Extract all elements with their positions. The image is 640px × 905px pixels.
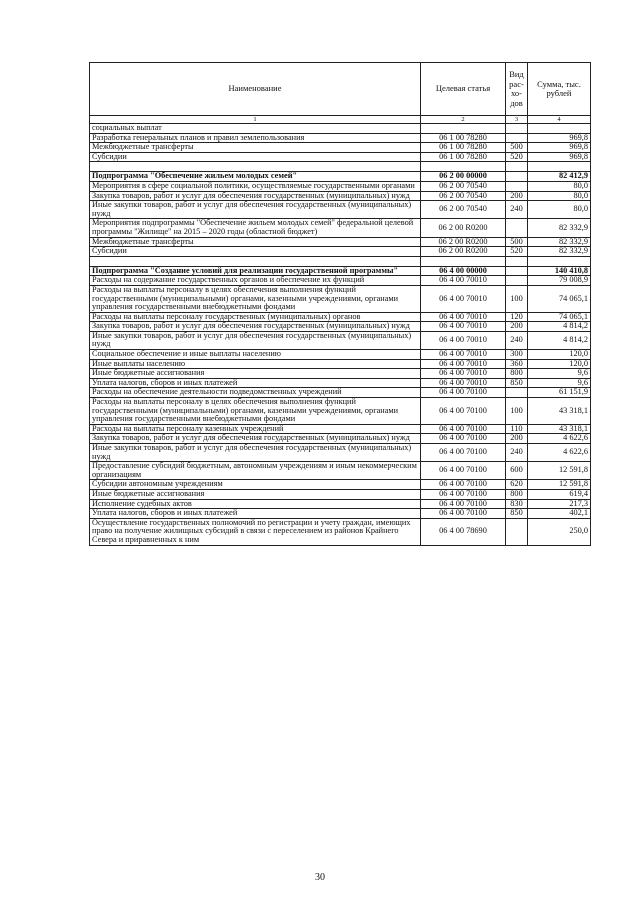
table-row xyxy=(90,444,591,462)
table-row xyxy=(90,124,591,134)
spacer-cell xyxy=(528,162,591,172)
row-amount: 250,0 xyxy=(528,518,591,545)
row-name: Расходы на обеспечение деятельности подведомственных учреждений xyxy=(90,388,421,398)
row-target-code: 06 4 00 70100 xyxy=(421,462,506,480)
row-name: Предоставление субсидий бюджетным, автономным учреждениям и иным некоммерческим организациям xyxy=(90,462,421,480)
row-expense-type: 500 xyxy=(506,143,528,153)
row-expense-type xyxy=(506,133,528,143)
row-name: Исполнение судебных актов xyxy=(90,499,421,509)
table-row xyxy=(90,480,591,490)
row-name: Подпрограмма "Создание условий для реализации государственной программы" xyxy=(90,266,421,276)
row-amount: 80,0 xyxy=(528,201,591,219)
page-number: 30 xyxy=(315,872,325,883)
table-row xyxy=(90,312,591,322)
spacer-cell xyxy=(421,162,506,172)
row-expense-type: 240 xyxy=(506,331,528,349)
row-target-code: 06 1 00 78280 xyxy=(421,133,506,143)
row-name: Иные закупки товаров, работ и услуг для обеспечения государственных (муниципальных) нужд xyxy=(90,444,421,462)
row-name: социальных выплат xyxy=(90,124,421,134)
spacer-row xyxy=(90,162,591,172)
table-row xyxy=(90,237,591,247)
row-target-code: 06 4 00 70100 xyxy=(421,398,506,425)
row-name: Расходы на содержание государственных органов и обеспечение их функций xyxy=(90,276,421,286)
row-name: Уплата налогов, сборов и иных платежей xyxy=(90,509,421,519)
table-row xyxy=(90,285,591,312)
row-amount: 120,0 xyxy=(528,350,591,360)
row-expense-type: 200 xyxy=(506,322,528,332)
row-amount xyxy=(528,124,591,134)
subprogram-row xyxy=(90,266,591,276)
row-expense-type xyxy=(506,172,528,182)
row-target-code xyxy=(421,124,506,134)
row-amount: 120,0 xyxy=(528,359,591,369)
table-header-row xyxy=(90,63,591,116)
table-index-row xyxy=(90,116,591,124)
row-amount: 43 318,1 xyxy=(528,424,591,434)
table-row xyxy=(90,369,591,379)
row-name: Межбюджетные трансферты xyxy=(90,237,421,247)
row-expense-type: 520 xyxy=(506,247,528,257)
row-target-code: 06 4 00 70100 xyxy=(421,489,506,499)
row-name: Субсидии xyxy=(90,152,421,162)
row-expense-type: 300 xyxy=(506,350,528,360)
header-expense-type: Вид рас- хо- дов xyxy=(506,63,528,116)
spacer-cell xyxy=(90,256,421,266)
row-expense-type: 110 xyxy=(506,424,528,434)
row-name: Расходы на выплаты персоналу государственных (муниципальных) органов xyxy=(90,312,421,322)
row-target-code: 06 2 00 70540 xyxy=(421,181,506,191)
row-amount: 61 151,9 xyxy=(528,388,591,398)
row-amount: 4 622,6 xyxy=(528,434,591,444)
row-target-code: 06 2 00 00000 xyxy=(421,172,506,182)
subprogram-row xyxy=(90,172,591,182)
row-amount: 12 591,8 xyxy=(528,480,591,490)
row-expense-type: 240 xyxy=(506,201,528,219)
header-name: Наименование xyxy=(90,63,421,116)
row-name: Иные бюджетные ассигнования xyxy=(90,489,421,499)
row-name: Субсидии автономным учреждениям xyxy=(90,480,421,490)
row-expense-type xyxy=(506,181,528,191)
row-target-code: 06 2 00 R0200 xyxy=(421,237,506,247)
table-row xyxy=(90,152,591,162)
table-row xyxy=(90,434,591,444)
row-target-code: 06 4 00 70010 xyxy=(421,331,506,349)
row-name: Иные закупки товаров, работ и услуг для обеспечения государственных (муниципальных) нужд xyxy=(90,201,421,219)
row-target-code: 06 4 00 70100 xyxy=(421,480,506,490)
row-amount: 9,6 xyxy=(528,378,591,388)
table-row xyxy=(90,219,591,237)
header-amount: Сумма, тыс. рублей xyxy=(528,63,591,116)
row-expense-type xyxy=(506,219,528,237)
row-amount: 402,1 xyxy=(528,509,591,519)
row-target-code: 06 4 00 70010 xyxy=(421,369,506,379)
row-target-code: 06 4 00 70010 xyxy=(421,285,506,312)
row-amount: 4 814,2 xyxy=(528,322,591,332)
index-col-1: 1 xyxy=(90,116,421,124)
row-target-code: 06 2 00 R0200 xyxy=(421,219,506,237)
row-expense-type xyxy=(506,124,528,134)
table-row xyxy=(90,388,591,398)
row-name: Иные бюджетные ассигнования xyxy=(90,369,421,379)
row-name: Субсидии xyxy=(90,247,421,257)
row-target-code: 06 4 00 70010 xyxy=(421,312,506,322)
row-target-code: 06 4 00 70100 xyxy=(421,388,506,398)
table-row xyxy=(90,191,591,201)
row-target-code: 06 1 00 78280 xyxy=(421,143,506,153)
row-target-code: 06 4 00 70100 xyxy=(421,434,506,444)
spacer-cell xyxy=(90,162,421,172)
row-amount: 79 008,9 xyxy=(528,276,591,286)
row-expense-type xyxy=(506,276,528,286)
spacer-cell xyxy=(421,256,506,266)
table-row xyxy=(90,181,591,191)
row-target-code: 06 2 00 70540 xyxy=(421,201,506,219)
row-expense-type: 500 xyxy=(506,237,528,247)
row-expense-type: 600 xyxy=(506,462,528,480)
row-expense-type: 800 xyxy=(506,489,528,499)
row-name: Разработка генеральных планов и правил землепользования xyxy=(90,133,421,143)
index-col-4: 4 xyxy=(528,116,591,124)
table-row xyxy=(90,143,591,153)
row-amount: 969,8 xyxy=(528,143,591,153)
row-expense-type: 850 xyxy=(506,378,528,388)
row-amount: 43 318,1 xyxy=(528,398,591,425)
row-expense-type: 830 xyxy=(506,499,528,509)
row-target-code: 06 4 00 70010 xyxy=(421,350,506,360)
spacer-cell xyxy=(506,162,528,172)
row-expense-type: 200 xyxy=(506,434,528,444)
row-expense-type xyxy=(506,388,528,398)
table-row xyxy=(90,489,591,499)
row-name: Подпрограмма "Обеспечение жильем молодых семей" xyxy=(90,172,421,182)
row-amount: 4 814,2 xyxy=(528,331,591,349)
row-amount: 74 065,1 xyxy=(528,285,591,312)
row-target-code: 06 4 00 70100 xyxy=(421,509,506,519)
row-amount: 82 412,9 xyxy=(528,172,591,182)
table-row xyxy=(90,378,591,388)
header-target: Целевая статья xyxy=(421,63,506,116)
table-row xyxy=(90,499,591,509)
table-row xyxy=(90,359,591,369)
table-row xyxy=(90,350,591,360)
row-expense-type: 100 xyxy=(506,285,528,312)
index-col-2: 2 xyxy=(421,116,506,124)
table-row xyxy=(90,133,591,143)
row-target-code: 06 4 00 78690 xyxy=(421,518,506,545)
table-row xyxy=(90,276,591,286)
row-amount: 80,0 xyxy=(528,181,591,191)
spacer-cell xyxy=(506,256,528,266)
row-name: Социальное обеспечение и иные выплаты населению xyxy=(90,350,421,360)
row-name: Иные закупки товаров, работ и услуг для обеспечения государственных (муниципальных) нужд xyxy=(90,331,421,349)
row-amount: 9,6 xyxy=(528,369,591,379)
row-name: Уплата налогов, сборов и иных платежей xyxy=(90,378,421,388)
row-amount: 969,8 xyxy=(528,133,591,143)
budget-table-sheet xyxy=(89,62,591,546)
row-amount: 82 332,9 xyxy=(528,219,591,237)
row-expense-type: 800 xyxy=(506,369,528,379)
row-name: Закупка товаров, работ и услуг для обеспечения государственных (муниципальных) нужд xyxy=(90,434,421,444)
table-row xyxy=(90,201,591,219)
row-amount: 4 622,6 xyxy=(528,444,591,462)
row-amount: 619,4 xyxy=(528,489,591,499)
spacer-row xyxy=(90,256,591,266)
table-row xyxy=(90,322,591,332)
row-name: Межбюджетные трансферты xyxy=(90,143,421,153)
row-amount: 82 332,9 xyxy=(528,237,591,247)
table-row xyxy=(90,518,591,545)
row-expense-type: 850 xyxy=(506,509,528,519)
row-expense-type: 360 xyxy=(506,359,528,369)
row-target-code: 06 4 00 70010 xyxy=(421,378,506,388)
row-amount: 969,8 xyxy=(528,152,591,162)
table-row xyxy=(90,462,591,480)
row-target-code: 06 4 00 70010 xyxy=(421,322,506,332)
budget-table xyxy=(89,62,591,546)
row-amount: 82 332,9 xyxy=(528,247,591,257)
row-name: Закупка товаров, работ и услуг для обеспечения государственных (муниципальных) нужд xyxy=(90,322,421,332)
row-expense-type: 620 xyxy=(506,480,528,490)
row-amount: 217,3 xyxy=(528,499,591,509)
row-expense-type: 520 xyxy=(506,152,528,162)
table-row xyxy=(90,398,591,425)
row-target-code: 06 4 00 00000 xyxy=(421,266,506,276)
row-name: Осуществление государственных полномочий по регистрации и учету граждан, имеющих право на получение жилищных субсидий в связи с переселением из районов Крайнего Севера и приравненных к ним xyxy=(90,518,421,545)
row-amount: 12 591,8 xyxy=(528,462,591,480)
row-name: Мероприятия подпрограммы "Обеспечение жильем молодых семей" федеральной целевой программы "Жилище" на 2015 – 2020 годы (областной бюджет) xyxy=(90,219,421,237)
table-body xyxy=(90,124,591,546)
row-target-code: 06 2 00 70540 xyxy=(421,191,506,201)
row-name: Расходы на выплаты персоналу в целях обеспечения выполнения функций государственными (муниципальными) органами, казенными учреждениями, органами управления государственными внебюджетными фондами xyxy=(90,398,421,425)
row-expense-type: 100 xyxy=(506,398,528,425)
row-expense-type xyxy=(506,266,528,276)
spacer-cell xyxy=(528,256,591,266)
table-row xyxy=(90,331,591,349)
table-row xyxy=(90,247,591,257)
table-row xyxy=(90,509,591,519)
row-expense-type: 240 xyxy=(506,444,528,462)
row-amount: 140 410,8 xyxy=(528,266,591,276)
row-name: Расходы на выплаты персоналу казенных учреждений xyxy=(90,424,421,434)
row-name: Закупка товаров, работ и услуг для обеспечения государственных (муниципальных) нужд xyxy=(90,191,421,201)
row-expense-type: 120 xyxy=(506,312,528,322)
row-name: Мероприятия в сфере социальной политики, осуществляемые государственными органами xyxy=(90,181,421,191)
row-target-code: 06 4 00 70010 xyxy=(421,359,506,369)
row-amount: 80,0 xyxy=(528,191,591,201)
index-col-3: 3 xyxy=(506,116,528,124)
row-amount: 74 065,1 xyxy=(528,312,591,322)
table-row xyxy=(90,424,591,434)
row-target-code: 06 4 00 70100 xyxy=(421,499,506,509)
row-name: Иные выплаты населению xyxy=(90,359,421,369)
row-name: Расходы на выплаты персоналу в целях обеспечения выполнения функций государственными (муниципальными) органами, казенными учреждениями, органами управления государственными внебюджетными фондами xyxy=(90,285,421,312)
row-expense-type: 200 xyxy=(506,191,528,201)
row-target-code: 06 2 00 R0200 xyxy=(421,247,506,257)
row-expense-type xyxy=(506,518,528,545)
row-target-code: 06 1 00 78280 xyxy=(421,152,506,162)
row-target-code: 06 4 00 70100 xyxy=(421,444,506,462)
row-target-code: 06 4 00 70010 xyxy=(421,276,506,286)
row-target-code: 06 4 00 70100 xyxy=(421,424,506,434)
